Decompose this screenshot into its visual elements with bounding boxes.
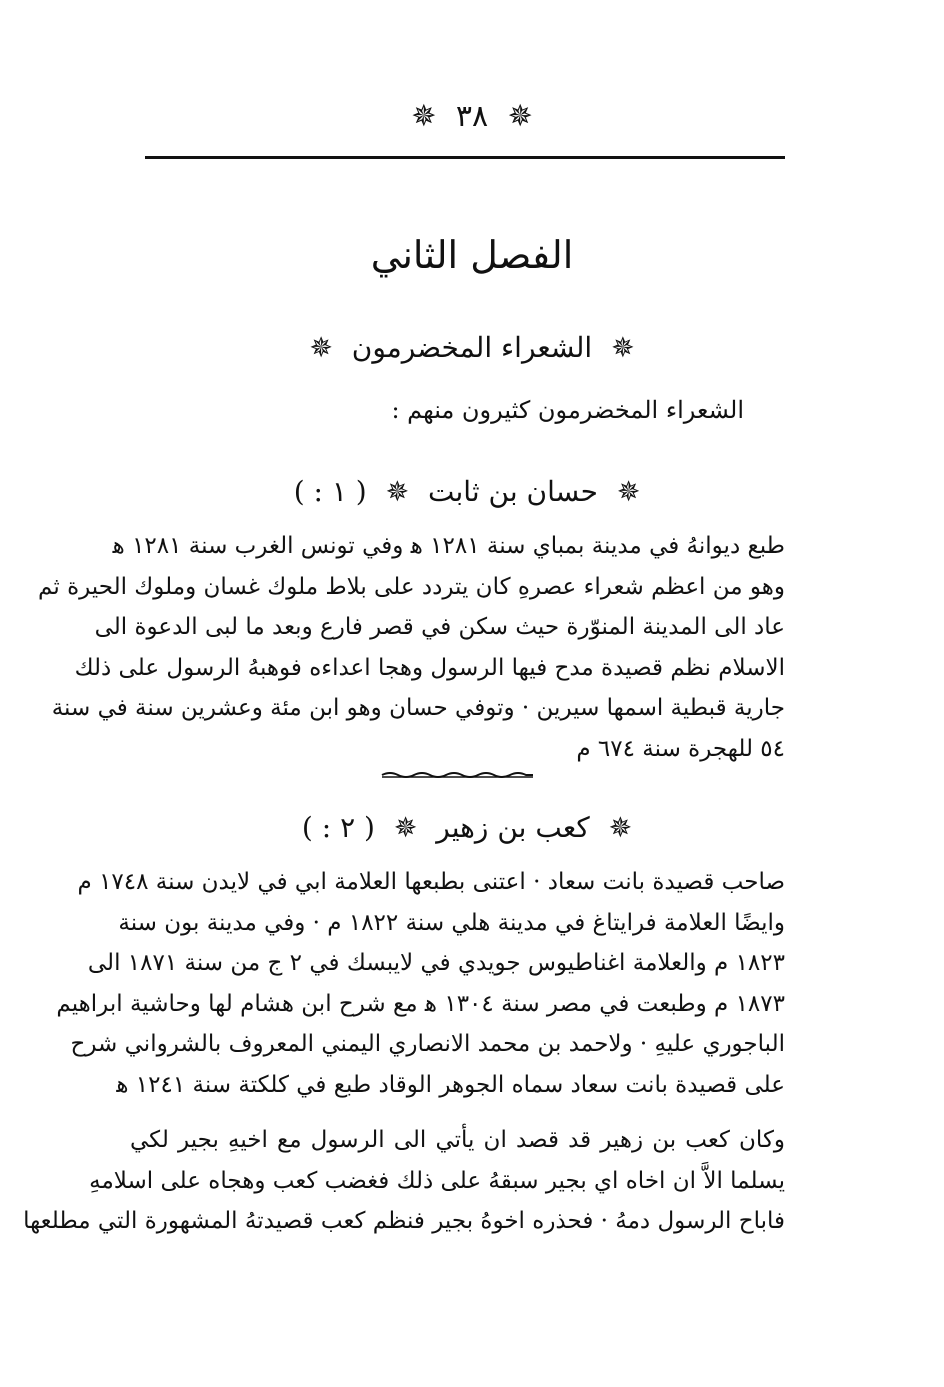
page-header — [0, 92, 944, 142]
entry-name: حسان بن ثابت — [428, 475, 598, 508]
ornament-icon: ✵ — [611, 331, 635, 364]
text-line: يسلما الاَّ ان اخاه اي بجير سبقهُ على ذلك فغضب كعب وهجاه على اسلامهِ — [89, 1167, 785, 1194]
ornament-icon: ✵ — [393, 811, 418, 844]
entry-label: ( ٢ : ) — [301, 811, 375, 844]
text-line: وايضًا العلامة فرايتاغ في مدينة هلي سنة ١٨٢٢ م · وفي مدينة بون سنة — [118, 909, 785, 936]
entry-heading — [0, 806, 944, 850]
text-line: على قصيدة بانت سعاد سماه الجوهر الوقاد طبع في كلكتة سنة ١٢٤١ ﻫ — [116, 1071, 785, 1098]
chapter-title: الفصل الثاني — [370, 233, 574, 277]
entry-label: ( ١ : ) — [293, 475, 367, 508]
page-number: ٣٨ — [455, 99, 489, 134]
ornament-icon: ✵ — [411, 99, 437, 134]
intro-text: الشعراء المخضرمون كثيرون منهم : — [391, 396, 744, 424]
section-title: الشعراء المخضرمون — [351, 331, 593, 364]
text-line: جارية قبطية اسمها سيرين · وتوفي حسان وهو ابن مئة وعشرين سنة في سنة — [51, 695, 785, 721]
ornament-icon: ✵ — [608, 811, 633, 844]
text-line: صاحب قصيدة بانت سعاد · اعتنى بطبعها العلامة ابي في لايدن سنة ١٧٤٨ م — [77, 869, 785, 895]
entry-paragraph — [56, 862, 785, 1105]
ornament-icon: ✵ — [385, 475, 410, 508]
text-line: الاسلام نظم قصيدة مدح فيها الرسول وهجا اعداءه فوهبهُ الرسول على ذلك — [74, 654, 785, 681]
text-line: وكان كعب بن زهير قد قصد ان يأتي الى الرسول مع اخيهِ بجير لكي — [130, 1127, 785, 1153]
text-line: عاد الى المدينة المنوّرة حيث سكن في قصر فارع وبعد ما لبى الدعوة الى — [94, 614, 785, 640]
text-line: فاباح الرسول دمهُ · فحذره اخوهُ بجير فنظم كعب قصيدتهُ المشهورة التي مطلعها — [23, 1208, 785, 1234]
text-line: الباجوري عليهِ · ولاحمد بن محمد الانصاري اليمني المعروف بالشرواني شرح — [70, 1031, 785, 1057]
text-line: ٥٤ للهجرة سنة ٦٧٤ م — [576, 735, 785, 762]
entry-name: كعب بن زهير — [436, 811, 590, 844]
ornament-icon: ✵ — [507, 99, 533, 134]
entry-heading — [0, 470, 944, 514]
text-line: طبع ديوانهُ في مدينة بمباي سنة ١٢٨١ ﻫ وفي تونس الغرب سنة ١٢٨١ ﻫ — [112, 533, 785, 559]
text-line: وهو من اعظم شعراء عصرهِ كان يتردد على بلاط ملوك غسان وملوك الحيرة ثم — [38, 573, 785, 600]
divider-ornament — [380, 770, 535, 780]
ornament-icon: ✵ — [309, 331, 333, 364]
ornament-icon: ✵ — [616, 475, 641, 508]
header-rule — [145, 156, 785, 159]
entry-paragraph — [23, 1120, 785, 1242]
text-line: ١٨٧٣ م وطبعت في مصر سنة ١٣٠٤ ﻫ مع شرح ابن هشام لها وحاشية ابراهيم — [56, 990, 785, 1017]
text-line: ١٨٢٣ م والعلامة اغناطيوس جويدي في لايبسك في ٢ ج من سنة ١٨٧١ الى — [87, 950, 785, 976]
section-heading — [0, 326, 944, 370]
entry-paragraph — [38, 526, 785, 769]
